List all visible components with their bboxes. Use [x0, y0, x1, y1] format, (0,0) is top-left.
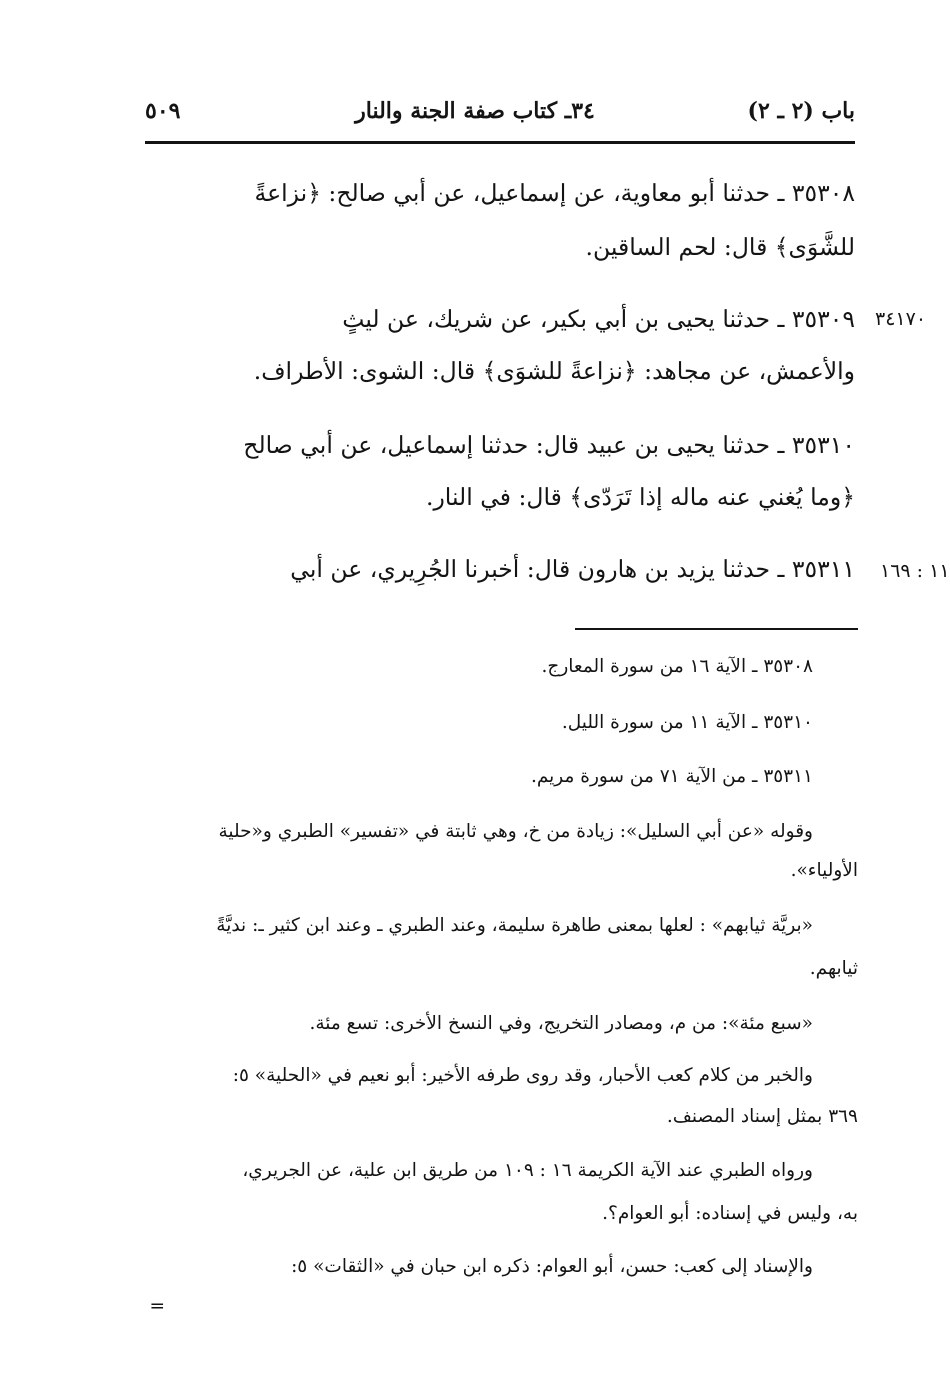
footnote-note-4-line-2: ٣٦٩ بمثل إسناد المصنف.	[666, 1106, 858, 1127]
entry-35308-line-2: للشَّوَى﴾ قال: لحم الساقين.	[585, 233, 855, 261]
footnote-35310: ٣٥٣١٠ ـ الآية ١١ من سورة الليل.	[561, 712, 813, 733]
footnote-note-1-line-1: وقوله «عن أبي السليل»: زيادة من خ، وهي ثابتة في «تفسير» الطبري و«حلية	[218, 821, 813, 842]
footnote-rule	[575, 628, 858, 630]
footnote-note-5-line-1: ورواه الطبري عند الآية الكريمة ١٦ : ١٠٩ من طريق ابن علية، عن الجريري،	[242, 1160, 813, 1181]
margin-ref-2: ١١ : ١٦٩	[880, 560, 950, 582]
footnote-note-2-line-1: «بريَّة ثيابهم» : لعلها بمعنى طاهرة سليمة، وعند الطبري ـ وعند ابن كثير ـ: نديَّةً	[216, 915, 813, 936]
footnote-35311: ٣٥٣١١ ـ من الآية ٧١ من سورة مريم.	[530, 766, 813, 787]
footnote-note-5-line-2: به، وليس في إسناده: أبو العوام؟.	[602, 1203, 858, 1224]
entry-35310-line-1: ٣٥٣١٠ ـ حدثنا يحيى بن عبيد قال: حدثنا إسماعيل، عن أبي صالح	[243, 431, 855, 459]
margin-ref-1: ٣٤١٧٠	[875, 308, 927, 330]
entry-35309-line-1: ٣٥٣٠٩ ـ حدثنا يحيى بن أبي بكير، عن شريك، عن ليثٍ	[342, 305, 855, 333]
footnote-continuation-mark: =	[149, 1296, 165, 1317]
entry-35310-line-2: ﴿وما يُغني عنه ماله إذا تَرَدّى﴾ قال: في النار.	[425, 483, 855, 511]
footnote-note-4-line-1: والخبر من كلام كعب الأحبار، وقد روى طرفه الأخير: أبو نعيم في «الحلية» ٥:	[232, 1065, 813, 1086]
entry-35309-line-2: والأعمش، عن مجاهد: ﴿نزاعةً للشوَى﴾ قال: الشوى: الأطراف.	[253, 357, 855, 385]
header-book-title: ٣٤ـ كتاب صفة الجنة والنار	[355, 98, 595, 124]
footnote-35308: ٣٥٣٠٨ ـ الآية ١٦ من سورة المعارج.	[541, 656, 813, 677]
footnote-note-2-line-2: ثيابهم.	[809, 958, 858, 979]
footnote-note-3: «سبع مئة»: من م، ومصادر التخريج، وفي النسخ الأخرى: تسع مئة.	[309, 1013, 813, 1034]
footnote-note-1-line-2: الأولياء».	[790, 860, 858, 881]
header-section: باب (٢ ـ ٢)	[747, 98, 855, 124]
entry-35308-line-1: ٣٥٣٠٨ ـ حدثنا أبو معاوية، عن إسماعيل، عن أبي صالح: ﴿نزاعةً	[254, 179, 855, 207]
footnote-note-6-line-1: والإسناد إلى كعب: حسن، أبو العوام: ذكره ابن حبان في «الثقات» ٥:	[291, 1256, 813, 1277]
entry-35311-line-1: ٣٥٣١١ ـ حدثنا يزيد بن هارون قال: أخبرنا الجُرِيري، عن أبي	[290, 555, 855, 583]
header-page-number: ٥٠٩	[145, 98, 181, 124]
header-rule	[145, 141, 855, 144]
